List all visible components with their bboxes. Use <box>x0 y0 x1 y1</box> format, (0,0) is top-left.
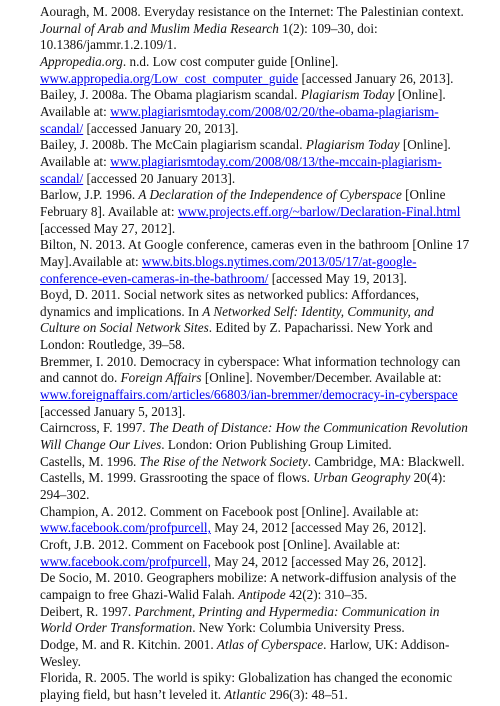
reference-italic-title: Foreign Affairs <box>120 370 202 386</box>
reference-link[interactable]: www.facebook.com/profpurcell, <box>40 520 211 536</box>
reference-text: [Online]. November/December. Available at: <box>201 370 442 386</box>
reference-entry <box>40 504 472 537</box>
reference-text: Bailey, J. 2008a. The Obama plagiarism scandal. <box>40 87 301 103</box>
reference-text: . Edited by Z. Papacharissi. New York and London: Routledge, 39–58. <box>40 320 433 353</box>
reference-text: Castells, M. 1996. <box>40 453 140 469</box>
reference-text: [Online]. Available at: <box>40 137 451 169</box>
reference-link[interactable]: www.appropedia.org/Low_cost_computer_guide <box>40 70 299 86</box>
reference-entry <box>40 570 472 603</box>
reference-text: [Online]. Available at: <box>40 87 446 119</box>
reference-entry <box>40 287 472 354</box>
reference-italic-title: Urban Geography <box>313 470 411 486</box>
reference-italic-title: Atlantic <box>224 686 267 702</box>
reference-entry <box>40 187 472 237</box>
reference-link[interactable]: www.bits.blogs.nytimes.com/2013/05/17/at-google-conference-even-cameras-in-the-bathroom/ <box>40 253 417 286</box>
reference-italic-title: Parchment, Printing and Hypermedia: Communication in World Order Transformation <box>40 603 440 636</box>
reference-italic-title: Appropedia.org <box>40 53 123 69</box>
reference-text: Boyd, D. 2011. Social network sites as networked publics: Affordances, dynamics and implications. In <box>40 287 420 319</box>
reference-entry <box>40 354 472 421</box>
reference-entry <box>40 237 472 287</box>
reference-link[interactable]: www.plagiarismtoday.com/2008/08/13/the-mccain-plagiarism-scandal/ <box>40 153 442 186</box>
reference-link[interactable]: www.facebook.com/profpurcell, <box>40 553 211 569</box>
reference-italic-title: A Declaration of the Independence of Cyberspace <box>138 187 402 203</box>
reference-text: [accessed January 20, 2013]. <box>83 120 239 136</box>
reference-italic-title: Atlas of Cyberspace <box>216 636 324 652</box>
reference-text: Bailey, J. 2008b. The McCain plagiarism scandal. <box>40 137 306 153</box>
reference-text: [accessed 20 January 2013]. <box>83 170 236 186</box>
reference-italic-title: A Networked Self: Identity, Community, and Culture on Social Network Sites <box>40 303 434 336</box>
reference-entry <box>40 537 472 570</box>
reference-text: . London: Orion Publishing Group Limited. <box>161 437 392 453</box>
reference-italic-title: Plagiarism Today <box>305 137 400 153</box>
reference-text: . New York: Columbia University Press. <box>192 620 405 636</box>
reference-text: Cairncross, F. 1997. <box>40 420 149 436</box>
reference-text: [Online February 8]. Available at: <box>40 187 446 219</box>
reference-entry <box>40 454 472 471</box>
reference-text: . Harlow, UK: Addison-Wesley. <box>40 636 450 669</box>
reference-text: Bremmer, I. 2010. Democracy in cyberspace: What information technology can and cannot do. <box>40 353 461 386</box>
reference-entry <box>40 87 472 137</box>
reference-text: Champion, A. 2012. Comment on Facebook post [Online]. Available at: <box>40 503 419 519</box>
reference-text: 296(3): 48–51. <box>266 686 348 702</box>
reference-entry <box>40 470 472 503</box>
reference-text: [accessed January 5, 2013]. <box>40 403 186 419</box>
reference-text: Deibert, R. 1997. <box>40 603 135 619</box>
reference-link[interactable]: www.plagiarismtoday.com/2008/02/20/the-obama-plagiarism-scandal/ <box>40 103 439 136</box>
reference-text: De Socio, M. 2010. Geographers mobilize: A network-diffusion analysis of the campaign to free Ghazi-Walid Falah. <box>40 570 457 602</box>
reference-italic-title: Journal of Arab and Muslim Media Research <box>40 20 279 36</box>
reference-text: 1(2): 109–30, doi: 10.1386/jammr.1.2.109/1. <box>40 20 378 53</box>
reference-text: Bilton, N. 2013. At Google conference, cameras even in the bathroom [Online 17 May].Available at: <box>40 237 470 269</box>
reference-link[interactable]: www.foreignaffairs.com/articles/66803/ian-bremmer/democracy-in-cyberspace <box>40 387 458 403</box>
reference-text: . Cambridge, MA: Blackwell. <box>307 453 465 469</box>
reference-text: Croft, J.B. 2012. Comment on Facebook post [Online]. Available at: <box>40 537 401 552</box>
reference-entry <box>40 670 472 703</box>
reference-text: Florida, R. 2005. The world is spiky: Globalization has changed the economic playing field, but hasn’t leveled it. <box>40 670 453 702</box>
reference-text: Castells, M. 1999. Grassrooting the space of flows. <box>40 470 314 486</box>
reference-italic-title: The Death of Distance: How the Communication Revolution Will Change Our Lives <box>40 420 468 453</box>
reference-italic-title: The Rise of the Network Society <box>139 453 308 469</box>
reference-entry <box>40 137 472 187</box>
reference-text: Barlow, J.P. 1996. <box>40 187 139 203</box>
reference-text: [accessed May 19, 2013]. <box>268 270 407 286</box>
reference-list <box>40 4 472 704</box>
reference-text: 42(2): 310–35. <box>285 586 368 602</box>
reference-text: [accessed January 26, 2013]. <box>298 70 454 86</box>
reference-italic-title: Plagiarism Today <box>300 87 395 103</box>
reference-italic-title: Antipode <box>238 586 286 602</box>
reference-text: May 24, 2012 [accessed May 26, 2012]. <box>210 553 427 569</box>
reference-text: Dodge, M. and R. Kitchin. 2001. <box>40 636 217 652</box>
reference-entry <box>40 637 472 670</box>
reference-entry <box>40 604 472 637</box>
reference-text: [accessed May 27, 2012]. <box>40 220 176 236</box>
reference-text: 20(4): 294–302. <box>40 470 446 503</box>
reference-entry <box>40 54 472 87</box>
reference-text: Aouragh, M. 2008. Everyday resistance on the Internet: The Palestinian context. <box>40 4 464 19</box>
reference-entry <box>40 420 472 453</box>
reference-entry <box>40 4 472 54</box>
reference-link[interactable]: www.projects.eff.org/~barlow/Declaration-Final.html <box>177 203 461 219</box>
reference-text: . n.d. Low cost computer guide [Online]. <box>122 53 339 69</box>
reference-text: May 24, 2012 [accessed May 26, 2012]. <box>210 520 427 536</box>
